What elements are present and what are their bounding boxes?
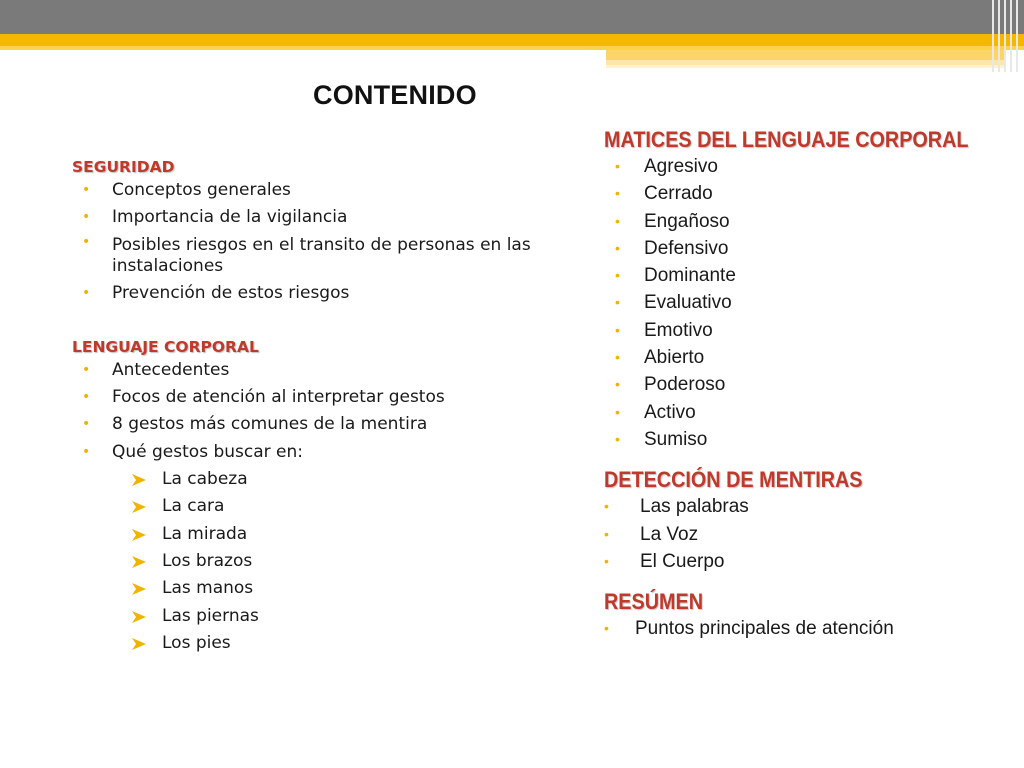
list-deteccion [604,493,1014,575]
arrow-bullet-icon [132,611,146,623]
bullet-dot-icon: • [82,361,91,378]
bullet-dot-icon: • [82,443,91,460]
header-band-gray [0,0,1024,34]
list-item [604,521,1014,548]
sub-list-item-text: La mirada [162,523,248,544]
list-item-text: La Voz [640,523,699,545]
list-item [72,177,572,204]
heading-resumen: RESÚMEN [604,589,704,615]
bullet-dot-icon: • [615,267,620,284]
list-matices [604,153,1014,453]
arrow-bullet-icon [132,638,146,650]
sub-list-item [72,603,572,630]
sub-list-item [72,466,572,493]
arrow-bullet-icon [132,556,146,568]
list-item [604,371,1014,398]
list-item-text: Activo [644,401,696,423]
arrow-bullet-icon [132,583,146,595]
sub-list-item-text: La cabeza [162,469,248,490]
list-item-text: Defensivo [644,237,729,259]
left-column [72,157,572,657]
heading-lenguaje-corporal: LENGUAJE CORPORAL [72,337,259,356]
list-item-text: 8 gestos más comunes de la mentira [112,414,428,435]
bullet-dot-icon: • [604,498,609,515]
header-stripes [990,0,1024,72]
heading-seguridad: SEGURIDAD [72,158,175,176]
list-item-text: Engañoso [644,210,730,232]
list-item-text: Dominante [644,265,736,287]
list-item [604,426,1014,453]
header-accent-bar-lighter [606,65,1006,68]
bullet-dot-icon: • [615,321,620,338]
header-band-yellow [0,34,1024,46]
sub-list-item-text: Los pies [162,632,231,653]
sub-list-item [72,630,572,657]
sub-list-item [72,493,572,520]
bullet-dot-icon: • [615,349,620,366]
bullet-dot-icon: • [604,525,609,542]
list-item-text: Antecedentes [112,359,230,380]
bullet-dot-icon: • [615,294,620,311]
bullet-dot-icon: • [615,403,620,420]
list-item-text: Conceptos generales [112,180,291,200]
list-item-text: Prevención de estos riesgos [112,282,350,303]
bullet-dot-icon: • [615,158,620,174]
list-item-text: Las palabras [640,496,749,518]
list-item [604,180,1014,207]
list-item-text: Sumiso [644,428,708,450]
list-seguridad [72,177,572,307]
list-item [604,153,1014,180]
bullet-dot-icon: • [82,284,91,301]
bullet-dot-icon: • [604,620,609,637]
arrow-bullet-icon [132,474,146,486]
right-column [604,127,1014,642]
list-item [604,317,1014,344]
list-item [72,384,572,411]
heading-deteccion: DETECCIÓN DE MENTIRAS [604,467,863,493]
bullet-dot-icon: • [604,552,609,569]
list-item [604,615,1014,642]
bullet-dot-icon: • [615,376,620,393]
list-item-text: Agresivo [644,156,718,177]
list-item [72,204,572,231]
bullet-dot-icon: • [615,212,620,229]
sub-list-item-text: Las piernas [162,605,259,626]
bullet-dot-icon: • [615,185,620,202]
arrow-bullet-icon [132,529,146,541]
bullet-dot-icon: • [82,389,91,406]
sub-list-item [72,575,572,602]
sub-list-item [72,548,572,575]
sub-list-item-text: Los brazos [162,550,253,571]
list-item-text: Posibles riesgos en el transito de personas en las instalaciones [112,234,531,276]
list-item [604,399,1014,426]
bullet-dot-icon: • [615,239,620,256]
sub-list-item-text: La cara [162,496,225,517]
list-item [72,280,572,307]
list-item-text: Qué gestos buscar en: [112,441,303,462]
bullet-dot-icon: • [82,209,91,226]
sub-list-item [72,521,572,548]
list-item-text: Abierto [644,347,705,369]
list-item [72,357,572,384]
list-item [72,232,572,280]
bullet-dot-icon: • [82,416,91,433]
list-resumen [604,615,1014,642]
list-item [72,411,572,438]
list-item [604,289,1014,316]
list-item [604,344,1014,371]
list-item-text: Emotivo [644,319,713,341]
list-item [604,493,1014,520]
arrow-bullet-icon [132,501,146,513]
bullet-dot-icon: • [82,182,91,198]
list-item-text: Puntos principales de atención [635,618,894,640]
list-item [604,548,1014,575]
list-item-text: Poderoso [644,374,726,396]
slide-title: CONTENIDO [313,80,477,110]
list-item-text: Evaluativo [644,292,732,314]
list-item [604,235,1014,262]
list-item [604,262,1014,289]
bullet-dot-icon: • [615,430,620,447]
list-item-text: Importancia de la vigilancia [112,207,348,228]
list-item [604,208,1014,235]
list-item [72,439,572,466]
list-item-text: Focos de atención al interpretar gestos [112,387,445,408]
header-accent-bar [606,50,1006,60]
list-item-text: El Cuerpo [640,550,725,572]
bullet-dot-icon: • [82,233,91,250]
heading-matices: MATICES DEL LENGUAJE CORPORAL [604,127,969,152]
sub-list-item-text: Las manos [162,578,254,599]
list-lenguaje-corporal [72,357,572,657]
list-item-text: Cerrado [644,183,713,205]
